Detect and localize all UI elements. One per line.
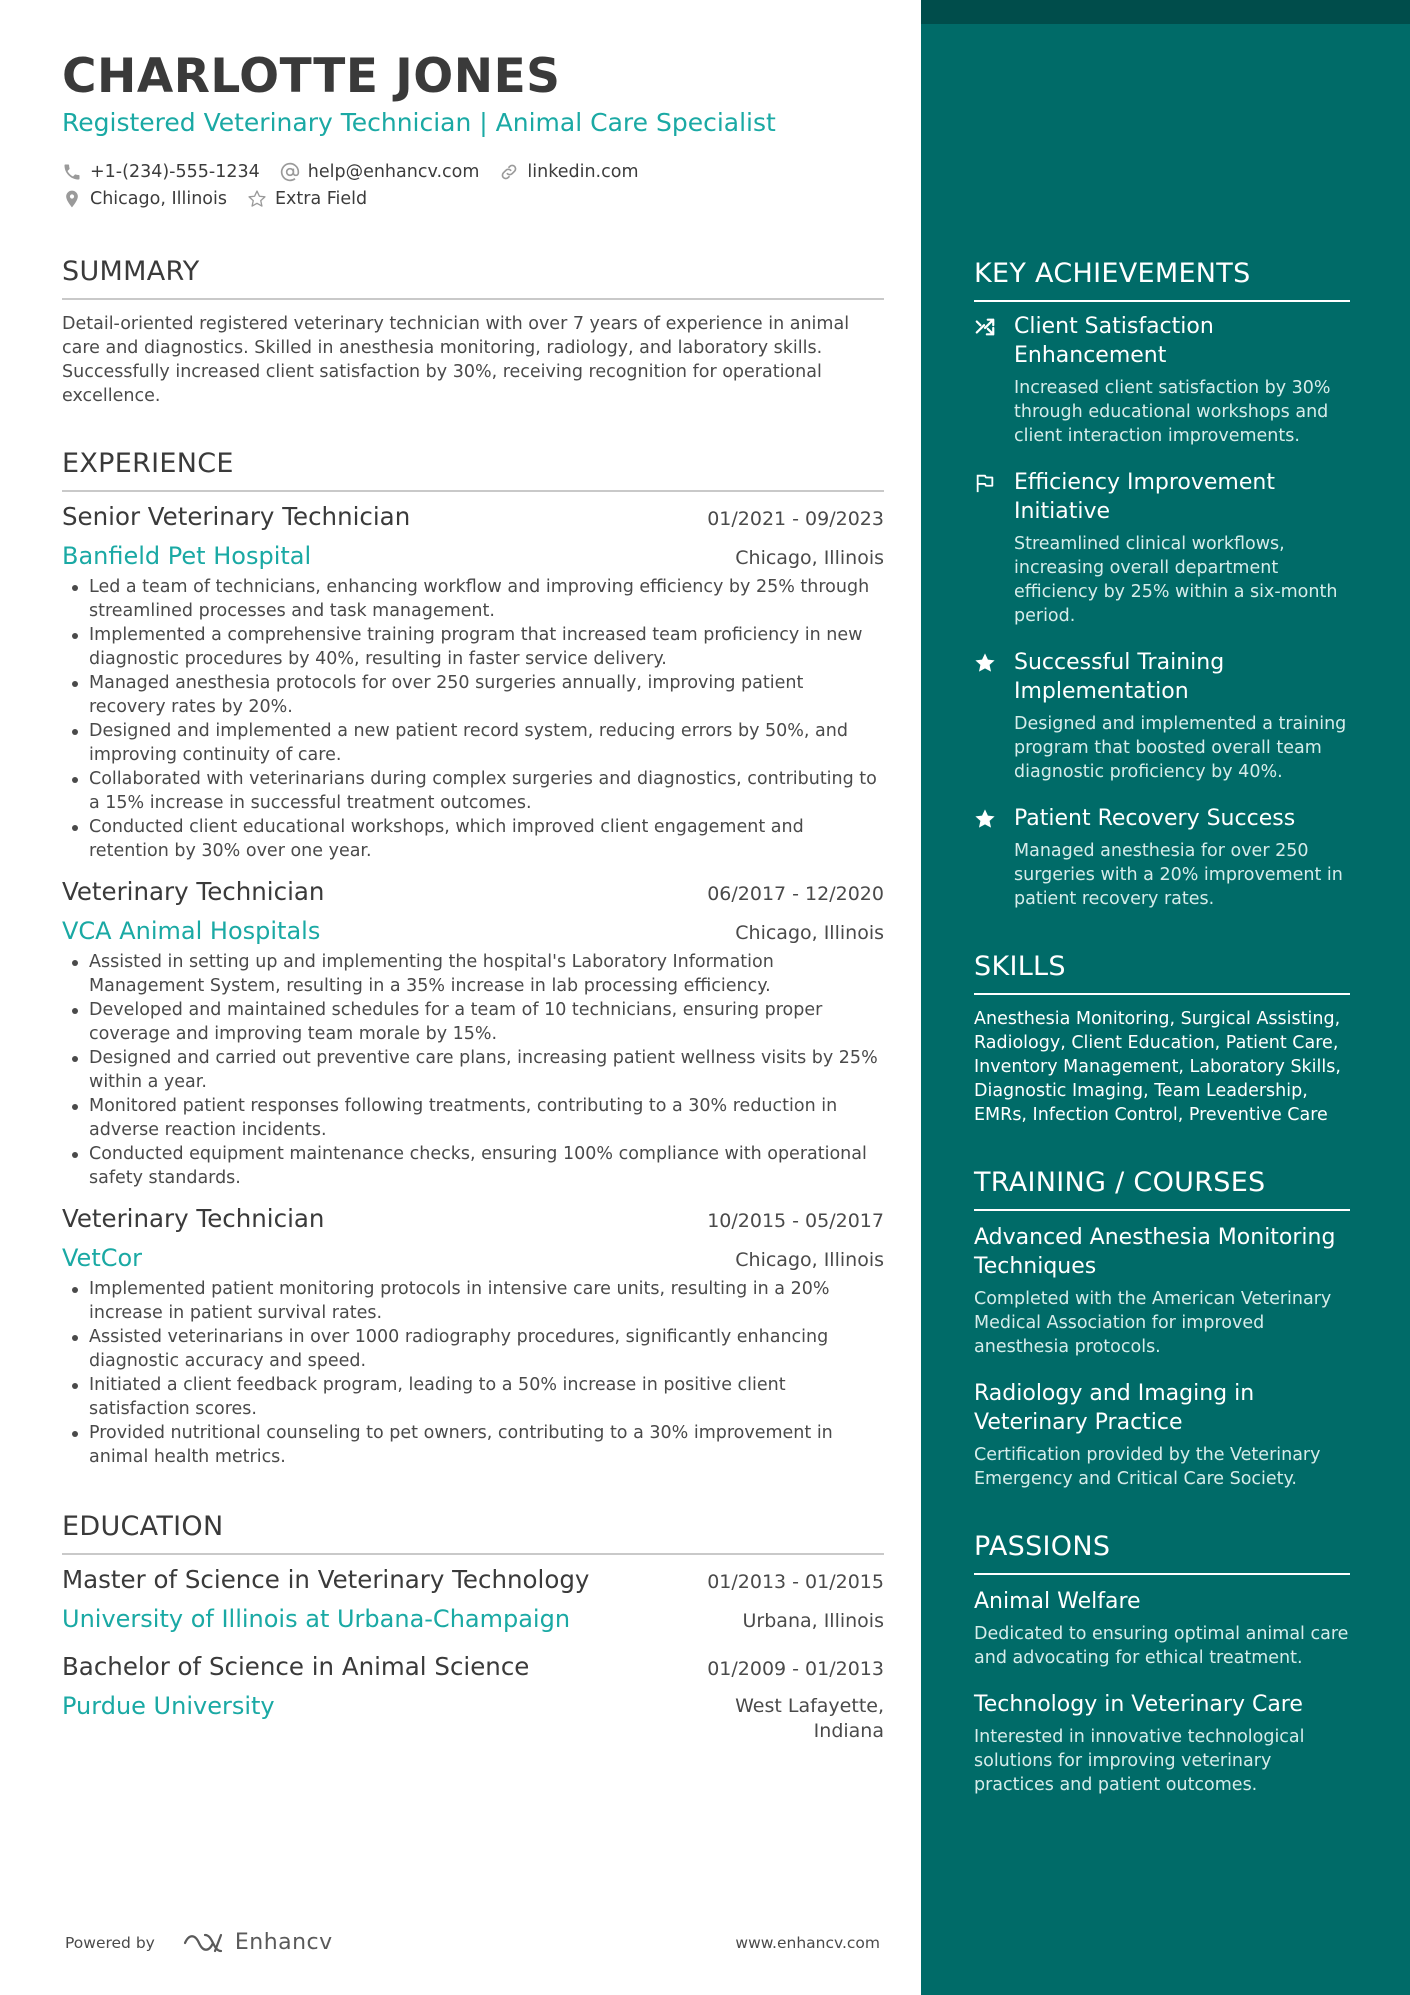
star-outline-icon — [247, 189, 267, 209]
job-company: VetCor — [62, 1244, 143, 1272]
bullet-item: Designed and carried out preventive care plans, increasing patient wellness visits by 25% within a year. — [62, 1046, 884, 1094]
passions-section — [974, 1529, 1350, 1797]
phone-text: +1-(234)-555-1234 — [90, 161, 260, 182]
footer-url[interactable]: www.enhancv.com — [735, 1933, 880, 1952]
job-location: Chicago, Illinois — [735, 547, 884, 569]
contact-info — [62, 158, 921, 212]
candidate-name: CHARLOTTE JONES — [62, 49, 561, 104]
bullet-item: Implemented patient monitoring protocols in intensive care units, resulting in a 20% increase in patient survival rates. — [62, 1277, 884, 1325]
achievement-item — [974, 468, 1350, 628]
passion-title: Animal Welfare — [974, 1589, 1141, 1614]
achievement-title: Successful Training Implementation — [1014, 650, 1225, 704]
experience-section — [62, 446, 921, 1469]
job-role: Veterinary Technician — [62, 877, 325, 906]
bullet-item: Provided nutritional counseling to pet owners, contributing to a 30% improvement in animal health metrics. — [62, 1421, 884, 1469]
achievement-title: Patient Recovery Success — [1014, 806, 1296, 831]
sidebar-top-band — [921, 0, 1410, 24]
training-heading: TRAINING / COURSES — [974, 1165, 1350, 1211]
extra-field-contact — [247, 189, 367, 209]
email-contact[interactable] — [280, 162, 480, 182]
achievement-title: Efficiency Improvement Initiative — [1014, 470, 1275, 524]
summary-section — [62, 254, 921, 408]
bullet-item: Monitored patient responses following treatments, contributing to a 30% reduction in adverse reaction incidents. — [62, 1094, 884, 1142]
star-icon — [974, 652, 996, 674]
linkedin-contact[interactable] — [499, 162, 638, 182]
passion-desc: Interested in innovative technological solutions for improving veterinary practices and patient outcomes. — [974, 1727, 1305, 1795]
education-dates: 01/2013 - 01/2015 — [707, 1571, 884, 1593]
location-pin-icon — [62, 189, 82, 209]
candidate-title: Registered Veterinary Technician | Animal Care Specialist — [62, 108, 776, 137]
powered-by-text: Powered by — [65, 1933, 155, 1952]
education-location: Urbana, Illinois — [742, 1610, 884, 1632]
passion-title: Technology in Veterinary Care — [974, 1692, 1303, 1717]
education-heading: EDUCATION — [62, 1509, 884, 1555]
job-entry — [62, 875, 884, 1190]
bullet-item: Assisted in setting up and implementing the hospital's Laboratory Information Management System, resulting in a 35% increase in lab processing efficiency. — [62, 950, 884, 998]
course-item — [974, 1223, 1350, 1359]
school: University of Illinois at Urbana-Champaign — [62, 1605, 571, 1633]
footer — [65, 1930, 880, 1955]
passion-desc: Dedicated to ensuring optimal animal care and advocating for ethical treatment. — [974, 1624, 1349, 1668]
achievements-heading: KEY ACHIEVEMENTS — [974, 256, 1350, 302]
job-entry — [62, 1202, 884, 1469]
achievement-item — [974, 648, 1350, 784]
extra-field-text: Extra Field — [274, 188, 368, 209]
star-icon — [974, 808, 996, 830]
achievement-desc: Managed anesthesia for over 250 surgeries with a 20% improvement in patient recovery rates. — [1014, 841, 1343, 909]
summary-text: Detail-oriented registered veterinary technician with over 7 years of experience in animal care and diagnostics. Skilled in anesthesia monitoring, radiology, and laboratory skills. Successfully increased client satisfaction by 30%, receiving recognition for operational excellence. — [62, 314, 850, 406]
job-bullets — [62, 950, 884, 1190]
degree: Master of Science in Veterinary Technology — [62, 1565, 590, 1594]
job-dates: 06/2017 - 12/2020 — [707, 883, 884, 905]
passions-heading: PASSIONS — [974, 1529, 1350, 1575]
achievement-desc: Streamlined clinical workflows, increasing overall department efficiency by 25% within a six-month period. — [1014, 534, 1338, 626]
course-title: Advanced Anesthesia Monitoring Techniques — [974, 1225, 1336, 1279]
arrows-icon — [974, 316, 996, 338]
enhancv-logo-icon — [181, 1931, 229, 1955]
bullet-item: Conducted client educational workshops, which improved client engagement and retention by 30% over one year. — [62, 815, 884, 863]
education-location — [735, 1694, 884, 1744]
school: Purdue University — [62, 1692, 275, 1720]
achievement-item — [974, 804, 1350, 911]
education-section — [62, 1509, 921, 1744]
location-line: West Lafayette, — [735, 1695, 884, 1717]
education-entry — [62, 1563, 884, 1636]
bullet-item: Assisted veterinarians in over 1000 radiography procedures, significantly enhancing diagnostic accuracy and speed. — [62, 1325, 884, 1373]
sidebar — [921, 0, 1410, 1995]
job-location: Chicago, Illinois — [735, 1249, 884, 1271]
location-line: Indiana — [813, 1720, 884, 1742]
at-icon — [280, 162, 300, 182]
summary-heading: SUMMARY — [62, 254, 884, 300]
enhancv-logo[interactable] — [181, 1930, 333, 1955]
skills-heading: SKILLS — [974, 949, 1350, 995]
bullet-item: Designed and implemented a new patient record system, reducing errors by 50%, and improving continuity of care. — [62, 719, 884, 767]
achievement-item — [974, 312, 1350, 448]
bullet-item: Initiated a client feedback program, leading to a 50% increase in positive client satisfaction scores. — [62, 1373, 884, 1421]
job-entry — [62, 500, 884, 863]
location-contact — [62, 189, 227, 209]
education-entry — [62, 1650, 884, 1744]
location-text: Chicago, Illinois — [90, 188, 227, 209]
experience-heading: EXPERIENCE — [62, 446, 884, 492]
job-dates: 01/2021 - 09/2023 — [707, 508, 884, 530]
job-company: VCA Animal Hospitals — [62, 917, 321, 945]
course-item — [974, 1379, 1350, 1491]
bullet-item: Led a team of technicians, enhancing workflow and improving efficiency by 25% through streamlined processes and task management. — [62, 575, 884, 623]
powered-by — [65, 1930, 333, 1955]
job-role: Senior Veterinary Technician — [62, 502, 411, 531]
job-bullets — [62, 575, 884, 863]
achievement-title: Client Satisfaction Enhancement — [1014, 314, 1214, 368]
skills-list: Anesthesia Monitoring, Surgical Assisting, Radiology, Client Education, Patient Care, Inventory Management, Laboratory Skills, Diagnostic Imaging, Team Leadership, EMRs, Infection Control, Preventive Care — [974, 1009, 1341, 1125]
linkedin-text: linkedin.com — [527, 161, 639, 182]
job-bullets — [62, 1277, 884, 1469]
phone-icon — [62, 162, 82, 182]
course-title: Radiology and Imaging in Veterinary Practice — [974, 1381, 1255, 1435]
bullet-item: Developed and maintained schedules for a team of 10 technicians, ensuring proper coverage and improving team morale by 15%. — [62, 998, 884, 1046]
email-text: help@enhancv.com — [307, 161, 480, 182]
training-section — [974, 1165, 1350, 1491]
phone-contact[interactable] — [62, 162, 260, 182]
achievement-desc: Increased client satisfaction by 30% through educational workshops and client interaction improvements. — [1014, 378, 1331, 446]
course-desc: Completed with the American Veterinary Medical Association for improved anesthesia protocols. — [974, 1289, 1332, 1357]
achievement-desc: Designed and implemented a training program that boosted overall team diagnostic proficiency by 40%. — [1014, 714, 1347, 782]
bullet-item: Implemented a comprehensive training program that increased team proficiency in new diagnostic procedures by 40%, resulting in faster service delivery. — [62, 623, 884, 671]
flag-icon — [974, 472, 996, 494]
link-icon — [499, 162, 519, 182]
passion-item — [974, 1690, 1350, 1797]
course-desc: Certification provided by the Veterinary Emergency and Critical Care Society. — [974, 1445, 1321, 1489]
skills-section — [974, 949, 1350, 1127]
passion-item — [974, 1587, 1350, 1670]
bullet-item: Managed anesthesia protocols for over 250 surgeries annually, improving patient recovery rates by 20%. — [62, 671, 884, 719]
bullet-item: Collaborated with veterinarians during complex surgeries and diagnostics, contributing to a 15% increase in successful treatment outcomes. — [62, 767, 884, 815]
achievements-section — [974, 256, 1350, 911]
degree: Bachelor of Science in Animal Science — [62, 1652, 530, 1681]
job-dates: 10/2015 - 05/2017 — [707, 1210, 884, 1232]
brand-text: Enhancv — [234, 1930, 333, 1955]
job-location: Chicago, Illinois — [735, 922, 884, 944]
education-dates: 01/2009 - 01/2013 — [707, 1658, 884, 1680]
bullet-item: Conducted equipment maintenance checks, ensuring 100% compliance with operational safety standards. — [62, 1142, 884, 1190]
job-company: Banfield Pet Hospital — [62, 542, 312, 570]
job-role: Veterinary Technician — [62, 1204, 325, 1233]
